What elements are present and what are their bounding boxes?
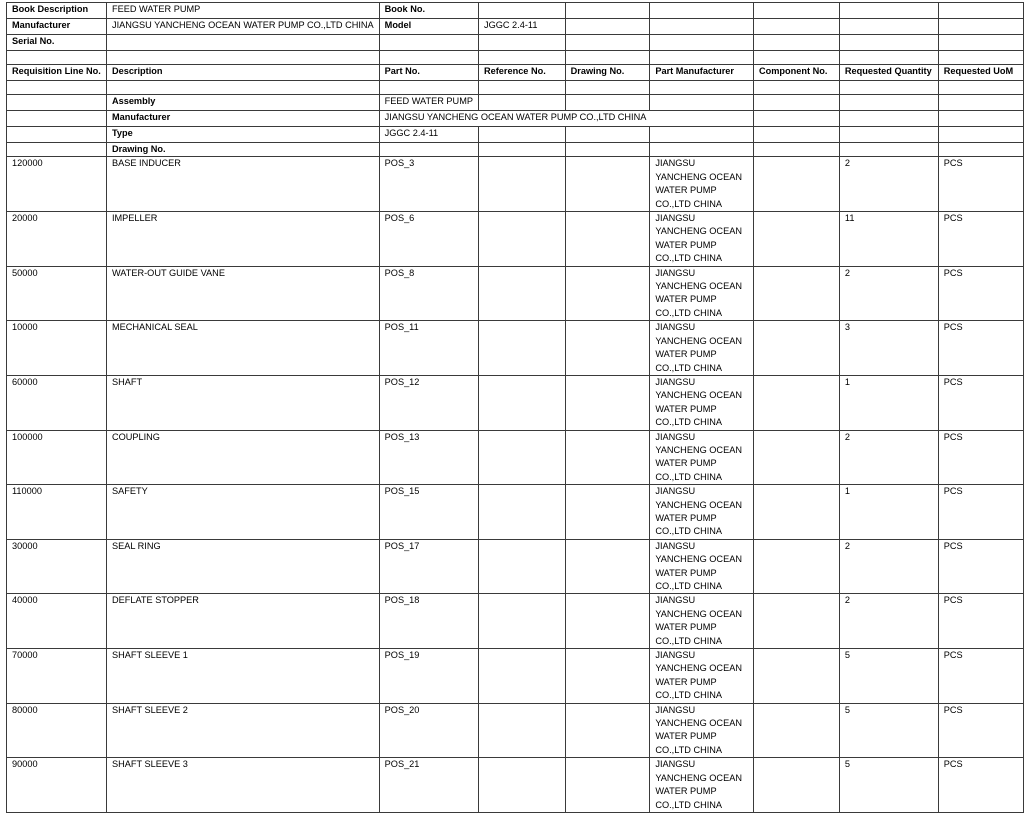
- component-no-cell: [754, 212, 840, 267]
- drawing-no-cell: [565, 758, 650, 813]
- column-header: Requested UoM: [938, 65, 1023, 81]
- type-value: JGGC 2.4-11: [379, 127, 478, 143]
- description-cell: SEAL RING: [106, 539, 379, 594]
- drawing-no-cell: [565, 430, 650, 485]
- empty-cell: [754, 35, 840, 51]
- empty-cell: [7, 51, 107, 65]
- part-no-cell: POS_17: [379, 539, 478, 594]
- drawing-no-cell: [565, 212, 650, 267]
- empty-cell: [754, 143, 840, 157]
- empty-cell: [839, 3, 938, 19]
- empty-cell: [379, 81, 478, 95]
- part-manufacturer-cell: JIANGSU YANCHENG OCEAN WATER PUMP CO.,LTD CHINA: [650, 321, 754, 376]
- table-row: [7, 212, 1024, 267]
- quantity-cell: 1: [839, 375, 938, 430]
- description-cell: SHAFT SLEEVE 2: [106, 703, 379, 758]
- part-no-cell: POS_19: [379, 649, 478, 704]
- book-description-label: Book Description: [7, 3, 107, 19]
- reference-no-cell: [478, 157, 565, 212]
- line-no-cell: 50000: [7, 266, 107, 321]
- part-manufacturer-cell: JIANGSU YANCHENG OCEAN WATER PUMP CO.,LTD CHINA: [650, 212, 754, 267]
- empty-cell: [650, 3, 754, 19]
- drawing-no-cell: [565, 594, 650, 649]
- empty-cell: [754, 111, 840, 127]
- empty-cell: [478, 81, 565, 95]
- book-no-label: Book No.: [379, 3, 478, 19]
- table-row: [7, 594, 1024, 649]
- reference-no-cell: [478, 485, 565, 540]
- manufacturer-value: JIANGSU YANCHENG OCEAN WATER PUMP CO.,LTD CHINA: [106, 19, 379, 35]
- empty-cell: [839, 35, 938, 51]
- description-cell: SAFETY: [106, 485, 379, 540]
- part-no-cell: POS_21: [379, 758, 478, 813]
- empty-cell: [754, 19, 840, 35]
- part-manufacturer-cell: JIANGSU YANCHENG OCEAN WATER PUMP CO.,LTD CHINA: [650, 594, 754, 649]
- line-no-cell: 120000: [7, 157, 107, 212]
- line-no-cell: 10000: [7, 321, 107, 376]
- part-no-cell: POS_8: [379, 266, 478, 321]
- part-no-cell: POS_13: [379, 430, 478, 485]
- reference-no-cell: [478, 649, 565, 704]
- line-no-cell: 70000: [7, 649, 107, 704]
- assembly-drawing-row: [7, 143, 1024, 157]
- quantity-cell: 2: [839, 157, 938, 212]
- empty-cell: [478, 143, 565, 157]
- line-no-cell: 100000: [7, 430, 107, 485]
- part-manufacturer-cell: JIANGSU YANCHENG OCEAN WATER PUMP CO.,LTD CHINA: [650, 539, 754, 594]
- empty-cell: [754, 81, 840, 95]
- quantity-cell: 2: [839, 266, 938, 321]
- empty-cell: [938, 81, 1023, 95]
- empty-cell: [379, 51, 478, 65]
- part-manufacturer-cell: JIANGSU YANCHENG OCEAN WATER PUMP CO.,LTD CHINA: [650, 485, 754, 540]
- line-no-cell: 80000: [7, 703, 107, 758]
- drawing-no-cell: [565, 703, 650, 758]
- component-no-cell: [754, 539, 840, 594]
- description-cell: DEFLATE STOPPER: [106, 594, 379, 649]
- assembly-manufacturer-value: JIANGSU YANCHENG OCEAN WATER PUMP CO.,LTD CHINA: [379, 111, 753, 127]
- quantity-cell: 5: [839, 703, 938, 758]
- empty-cell: [478, 95, 565, 111]
- description-cell: SHAFT SLEEVE 1: [106, 649, 379, 704]
- table-row: [7, 430, 1024, 485]
- description-cell: IMPELLER: [106, 212, 379, 267]
- empty-cell: [478, 51, 565, 65]
- model-label: Model: [379, 19, 478, 35]
- uom-cell: PCS: [938, 758, 1023, 813]
- empty-cell: [938, 51, 1023, 65]
- description-cell: COUPLING: [106, 430, 379, 485]
- empty-cell: [839, 143, 938, 157]
- part-manufacturer-cell: JIANGSU YANCHENG OCEAN WATER PUMP CO.,LTD CHINA: [650, 430, 754, 485]
- uom-cell: PCS: [938, 703, 1023, 758]
- part-no-cell: POS_12: [379, 375, 478, 430]
- table-row: [7, 321, 1024, 376]
- empty-cell: [839, 95, 938, 111]
- empty-cell: [938, 111, 1023, 127]
- drawing-no-label: Drawing No.: [106, 143, 379, 157]
- empty-cell: [106, 51, 379, 65]
- part-manufacturer-cell: JIANGSU YANCHENG OCEAN WATER PUMP CO.,LTD CHINA: [650, 758, 754, 813]
- empty-cell: [839, 51, 938, 65]
- spacer-row: [7, 81, 1024, 95]
- empty-cell: [106, 81, 379, 95]
- quantity-cell: 1: [839, 485, 938, 540]
- line-no-cell: 60000: [7, 375, 107, 430]
- empty-cell: [7, 111, 107, 127]
- empty-cell: [754, 3, 840, 19]
- assembly-manufacturer-row: [7, 111, 1024, 127]
- empty-cell: [565, 127, 650, 143]
- table-row: [7, 758, 1024, 813]
- column-header: Requested Quantity: [839, 65, 938, 81]
- reference-no-cell: [478, 539, 565, 594]
- column-header: Requisition Line No.: [7, 65, 107, 81]
- column-header: Description: [106, 65, 379, 81]
- uom-cell: PCS: [938, 321, 1023, 376]
- component-no-cell: [754, 485, 840, 540]
- quantity-cell: 2: [839, 539, 938, 594]
- column-header: Component No.: [754, 65, 840, 81]
- serial-no-row: [7, 35, 1024, 51]
- uom-cell: PCS: [938, 485, 1023, 540]
- empty-cell: [565, 35, 650, 51]
- part-manufacturer-cell: JIANGSU YANCHENG OCEAN WATER PUMP CO.,LTD CHINA: [650, 703, 754, 758]
- empty-cell: [650, 19, 754, 35]
- assembly-value: FEED WATER PUMP: [379, 95, 478, 111]
- empty-cell: [565, 95, 650, 111]
- empty-cell: [650, 81, 754, 95]
- drawing-no-cell: [565, 485, 650, 540]
- part-no-cell: POS_18: [379, 594, 478, 649]
- assembly-type-row: [7, 127, 1024, 143]
- assembly-label: Assembly: [106, 95, 379, 111]
- part-no-cell: POS_6: [379, 212, 478, 267]
- type-label: Type: [106, 127, 379, 143]
- drawing-no-value: [379, 143, 478, 157]
- part-no-cell: POS_3: [379, 157, 478, 212]
- assembly-row: [7, 95, 1024, 111]
- component-no-cell: [754, 758, 840, 813]
- manufacturer-row: [7, 19, 1024, 35]
- uom-cell: PCS: [938, 649, 1023, 704]
- drawing-no-cell: [565, 375, 650, 430]
- empty-cell: [650, 51, 754, 65]
- empty-cell: [839, 111, 938, 127]
- empty-cell: [7, 143, 107, 157]
- empty-cell: [938, 143, 1023, 157]
- reference-no-cell: [478, 430, 565, 485]
- reference-no-cell: [478, 594, 565, 649]
- line-no-cell: 40000: [7, 594, 107, 649]
- quantity-cell: 2: [839, 594, 938, 649]
- empty-cell: [754, 95, 840, 111]
- assembly-manufacturer-label: Manufacturer: [106, 111, 379, 127]
- component-no-cell: [754, 266, 840, 321]
- empty-cell: [565, 3, 650, 19]
- table-row: [7, 485, 1024, 540]
- uom-cell: PCS: [938, 266, 1023, 321]
- description-cell: BASE INDUCER: [106, 157, 379, 212]
- book-no-value: [478, 3, 565, 19]
- empty-cell: [650, 143, 754, 157]
- spacer-row: [7, 51, 1024, 65]
- book-description-row: [7, 3, 1024, 19]
- component-no-cell: [754, 594, 840, 649]
- table-row: [7, 649, 1024, 704]
- empty-cell: [478, 35, 565, 51]
- reference-no-cell: [478, 321, 565, 376]
- empty-cell: [565, 81, 650, 95]
- part-manufacturer-cell: JIANGSU YANCHENG OCEAN WATER PUMP CO.,LTD CHINA: [650, 375, 754, 430]
- uom-cell: PCS: [938, 157, 1023, 212]
- column-header: Part Manufacturer: [650, 65, 754, 81]
- drawing-no-cell: [565, 321, 650, 376]
- empty-cell: [650, 35, 754, 51]
- description-cell: SHAFT SLEEVE 3: [106, 758, 379, 813]
- description-cell: WATER-OUT GUIDE VANE: [106, 266, 379, 321]
- table-row: [7, 157, 1024, 212]
- empty-cell: [839, 19, 938, 35]
- reference-no-cell: [478, 703, 565, 758]
- requisition-sheet: [6, 2, 1024, 813]
- uom-cell: PCS: [938, 539, 1023, 594]
- component-no-cell: [754, 321, 840, 376]
- line-no-cell: 110000: [7, 485, 107, 540]
- description-cell: SHAFT: [106, 375, 379, 430]
- quantity-cell: 2: [839, 430, 938, 485]
- serial-no-value: [106, 35, 379, 51]
- empty-cell: [650, 95, 754, 111]
- column-header-row: [7, 65, 1024, 81]
- quantity-cell: 11: [839, 212, 938, 267]
- uom-cell: PCS: [938, 594, 1023, 649]
- empty-cell: [650, 127, 754, 143]
- empty-cell: [7, 95, 107, 111]
- empty-cell: [7, 81, 107, 95]
- empty-cell: [565, 51, 650, 65]
- column-header: Part No.: [379, 65, 478, 81]
- uom-cell: PCS: [938, 375, 1023, 430]
- line-no-cell: 90000: [7, 758, 107, 813]
- drawing-no-cell: [565, 266, 650, 321]
- drawing-no-cell: [565, 157, 650, 212]
- empty-cell: [839, 81, 938, 95]
- empty-cell: [478, 127, 565, 143]
- empty-cell: [938, 95, 1023, 111]
- line-no-cell: 20000: [7, 212, 107, 267]
- drawing-no-cell: [565, 649, 650, 704]
- description-cell: MECHANICAL SEAL: [106, 321, 379, 376]
- reference-no-cell: [478, 212, 565, 267]
- manufacturer-label: Manufacturer: [7, 19, 107, 35]
- empty-cell: [938, 3, 1023, 19]
- component-no-cell: [754, 430, 840, 485]
- reference-no-cell: [478, 758, 565, 813]
- empty-cell: [938, 19, 1023, 35]
- quantity-cell: 5: [839, 758, 938, 813]
- empty-cell: [938, 35, 1023, 51]
- uom-cell: PCS: [938, 430, 1023, 485]
- quantity-cell: 3: [839, 321, 938, 376]
- model-value: JGGC 2.4-11: [478, 19, 565, 35]
- empty-cell: [839, 127, 938, 143]
- component-no-cell: [754, 157, 840, 212]
- empty-cell: [565, 143, 650, 157]
- uom-cell: PCS: [938, 212, 1023, 267]
- empty-cell: [754, 127, 840, 143]
- column-header: Reference No.: [478, 65, 565, 81]
- empty-cell: [379, 35, 478, 51]
- empty-cell: [754, 51, 840, 65]
- table-row: [7, 375, 1024, 430]
- line-no-cell: 30000: [7, 539, 107, 594]
- table-row: [7, 703, 1024, 758]
- empty-cell: [565, 19, 650, 35]
- component-no-cell: [754, 375, 840, 430]
- part-no-cell: POS_15: [379, 485, 478, 540]
- component-no-cell: [754, 703, 840, 758]
- column-header: Drawing No.: [565, 65, 650, 81]
- part-manufacturer-cell: JIANGSU YANCHENG OCEAN WATER PUMP CO.,LTD CHINA: [650, 157, 754, 212]
- book-description-value: FEED WATER PUMP: [106, 3, 379, 19]
- empty-cell: [938, 127, 1023, 143]
- reference-no-cell: [478, 266, 565, 321]
- part-manufacturer-cell: JIANGSU YANCHENG OCEAN WATER PUMP CO.,LTD CHINA: [650, 266, 754, 321]
- part-no-cell: POS_11: [379, 321, 478, 376]
- table-row: [7, 266, 1024, 321]
- reference-no-cell: [478, 375, 565, 430]
- part-manufacturer-cell: JIANGSU YANCHENG OCEAN WATER PUMP CO.,LTD CHINA: [650, 649, 754, 704]
- table-row: [7, 539, 1024, 594]
- quantity-cell: 5: [839, 649, 938, 704]
- drawing-no-cell: [565, 539, 650, 594]
- empty-cell: [7, 127, 107, 143]
- part-no-cell: POS_20: [379, 703, 478, 758]
- component-no-cell: [754, 649, 840, 704]
- serial-no-label: Serial No.: [7, 35, 107, 51]
